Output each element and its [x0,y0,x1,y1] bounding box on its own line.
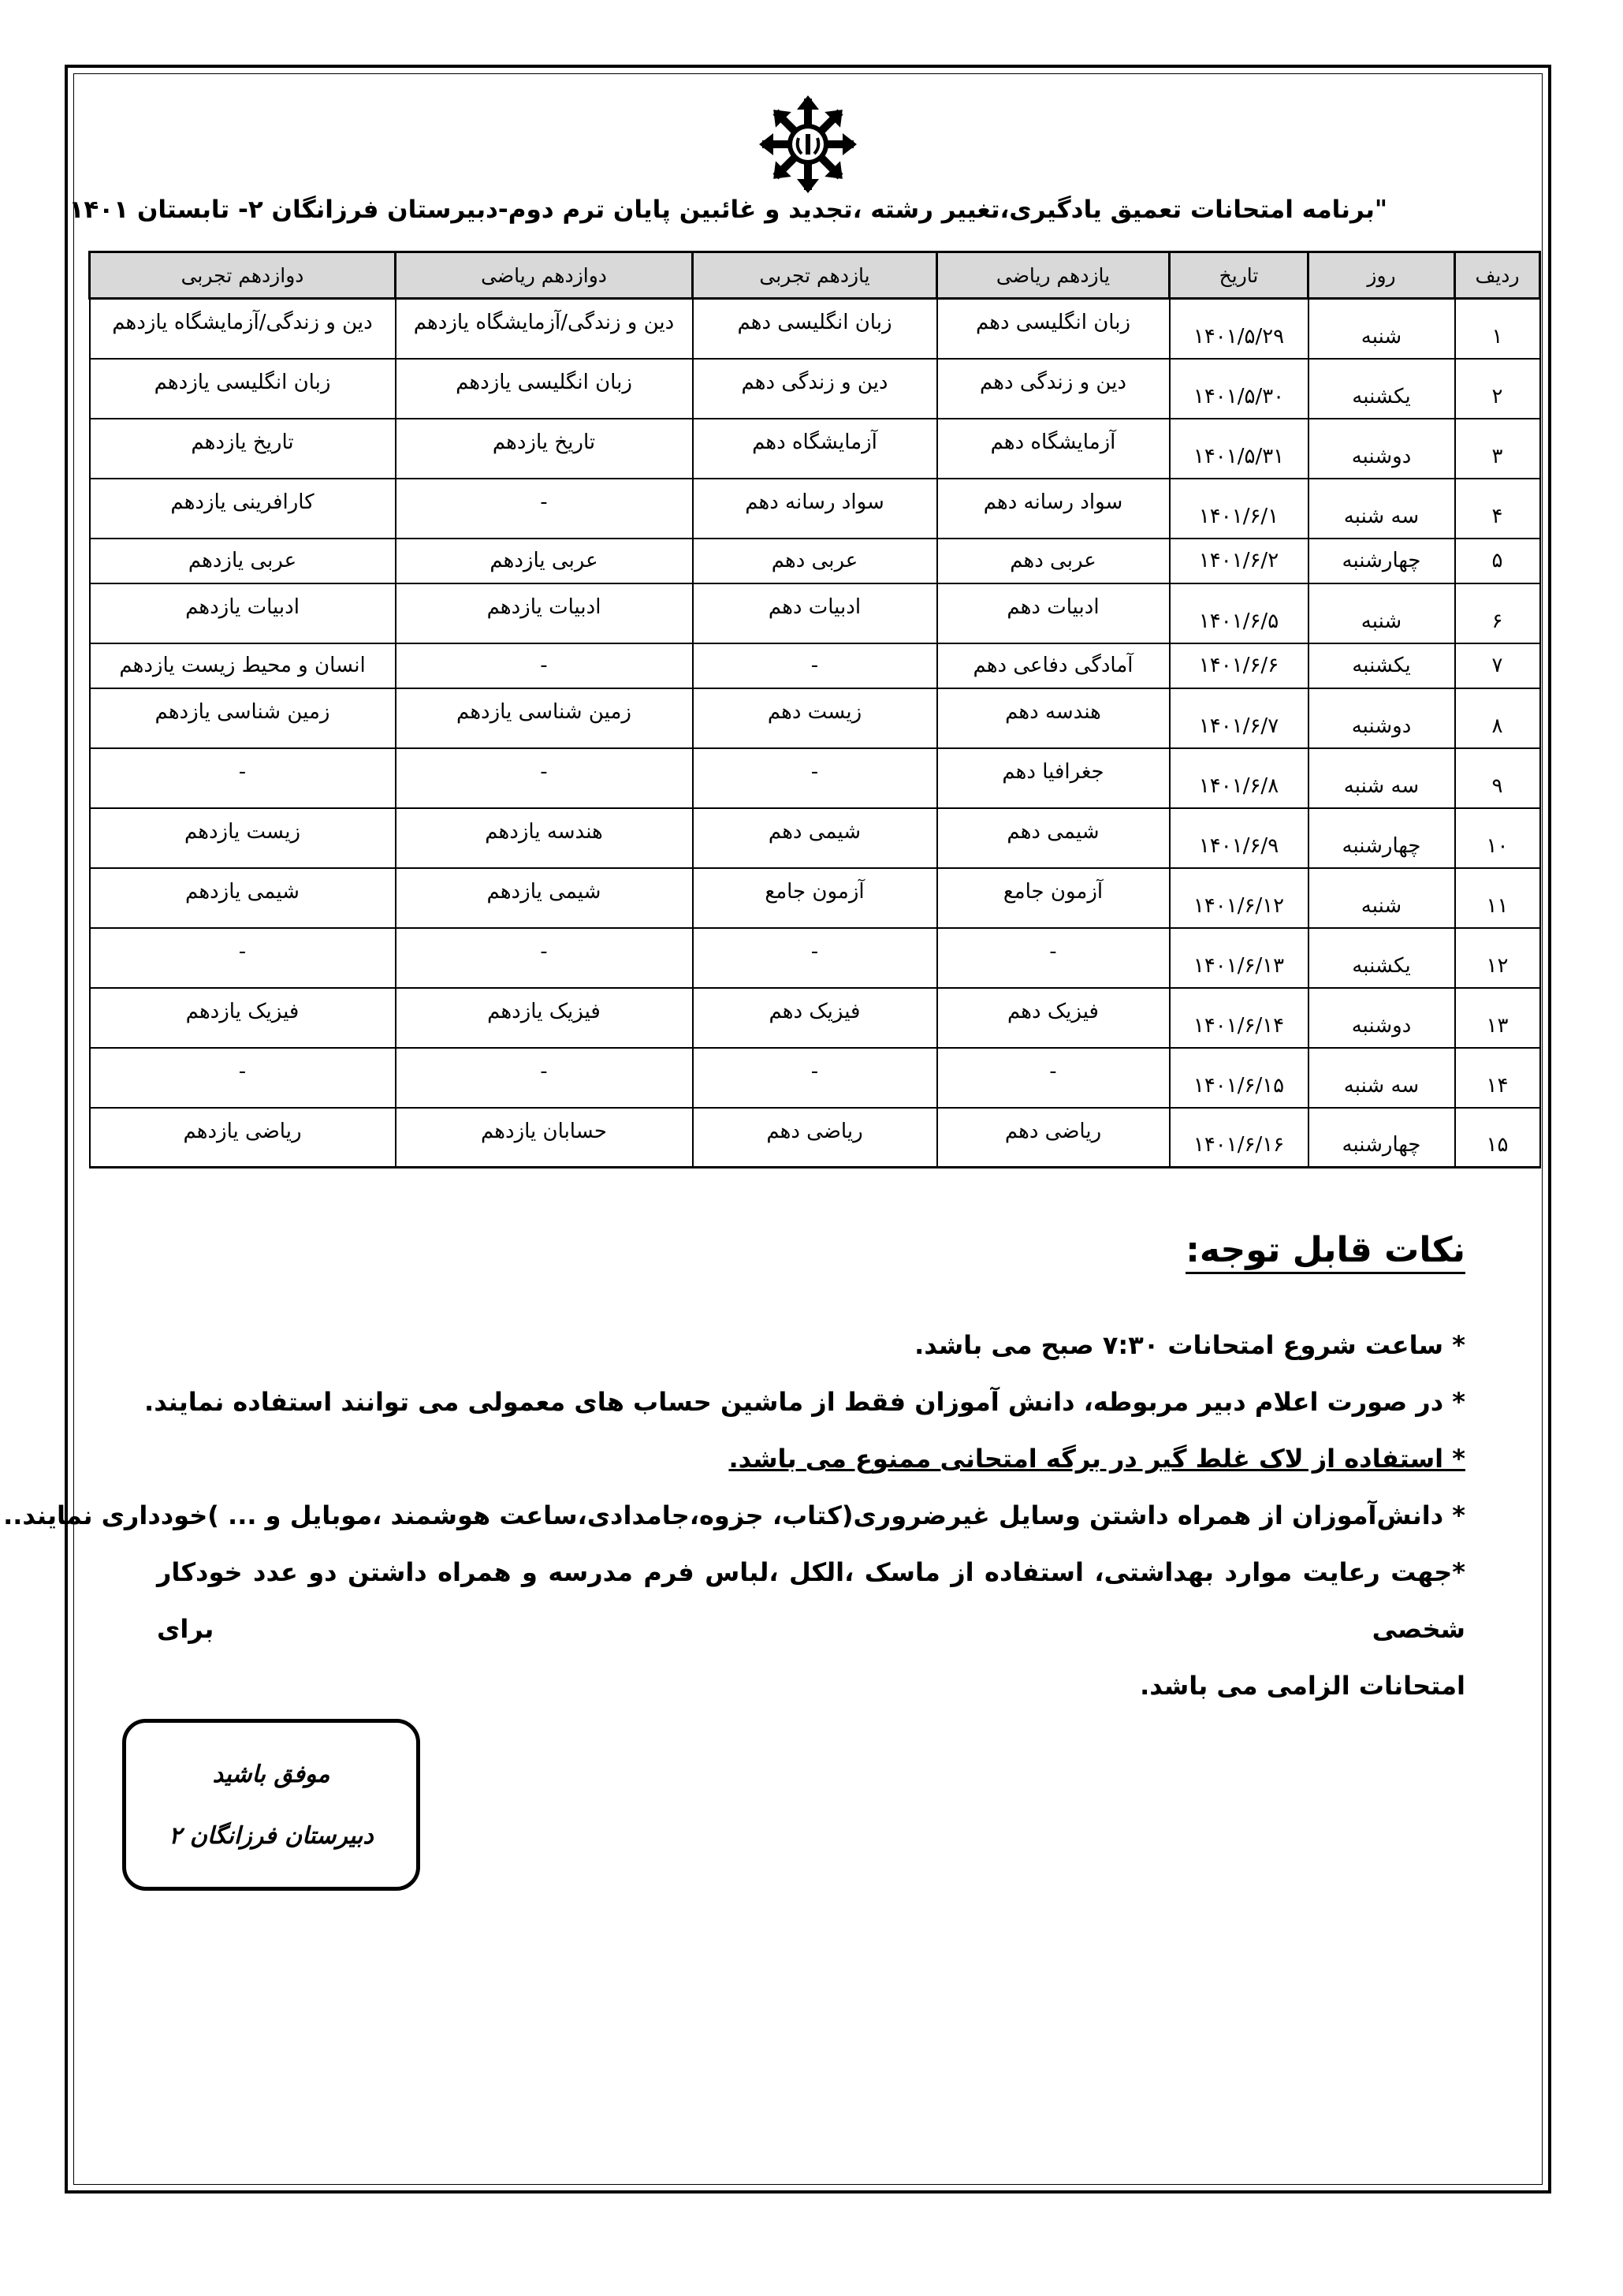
cell-day: یکشنبه [1308,359,1455,419]
note-item: *جهت رعایت موارد بهداشتی، استفاده از ماسک ،الکل ،لباس فرم مدرسه و همراه داشتن دو عدد خودکار شخصی برای [157,1557,1465,1644]
cell-row-number: ۲ [1455,359,1540,419]
cell-row-number: ۶ [1455,583,1540,643]
cell-11-math: دین و زندگی دهم [937,359,1170,419]
cell-date: ۱۴۰۱/۵/۳۰ [1170,359,1308,419]
cell-12-science: - [90,748,396,808]
cell-11-science: دین و زندگی دهم [693,359,937,419]
table-header-row [90,252,1540,299]
cell-11-science: ریاضی دهم [693,1108,937,1168]
cell-date: ۱۴۰۱/۶/۸ [1170,748,1308,808]
table-row [90,299,1540,359]
cell-date: ۱۴۰۱/۶/۱ [1170,479,1308,539]
cell-row-number: ۱۳ [1455,988,1540,1048]
table-row [90,928,1540,988]
cell-11-math: آزمایشگاه دهم [937,419,1170,479]
cell-12-math: تاریخ یازدهم [396,419,693,479]
cell-day: سه شنبه [1308,748,1455,808]
cell-11-science: آزمون جامع [693,868,937,928]
cell-12-math: دین و زندگی/آزمایشگاه یازدهم [396,299,693,359]
cell-11-science: زبان انگلیسی دهم [693,299,937,359]
cell-day: یکشنبه [1308,928,1455,988]
cell-12-math: ادبیات یازدهم [396,583,693,643]
cell-12-science: - [90,1048,396,1108]
cell-12-math: زمین شناسی یازدهم [396,688,693,748]
cell-11-math: شیمی دهم [937,808,1170,868]
cell-date: ۱۴۰۱/۶/۱۵ [1170,1048,1308,1108]
cell-11-science: - [693,1048,937,1108]
header-date: تاریخ [1170,252,1308,299]
cell-12-science: انسان و محیط زیست یازدهم [90,643,396,688]
cell-day: سه شنبه [1308,479,1455,539]
cell-day: چهارشنبه [1308,1108,1455,1168]
cell-11-science: عربی دهم [693,539,937,583]
table-row [90,583,1540,643]
table-row [90,1108,1540,1168]
signature-line-2: دبیرستان فرزانگان ۲ [169,1822,374,1850]
cell-row-number: ۱۰ [1455,808,1540,868]
cell-11-math: هندسه دهم [937,688,1170,748]
cell-row-number: ۹ [1455,748,1540,808]
cell-12-math: زبان انگلیسی یازدهم [396,359,693,419]
signature-line-1: موفق باشید [212,1761,330,1788]
cell-12-science: زیست یازدهم [90,808,396,868]
cell-row-number: ۳ [1455,419,1540,479]
note-item: * استفاده از لاک غلط گیر در برگه امتحانی ممنوع می باشد. [728,1444,1465,1474]
table-row [90,868,1540,928]
cell-11-math: - [937,928,1170,988]
cell-date: ۱۴۰۱/۶/۵ [1170,583,1308,643]
header-12-math: دوازدهم ریاضی [396,252,693,299]
cell-day: چهارشنبه [1308,808,1455,868]
cell-row-number: ۸ [1455,688,1540,748]
header-day: روز [1308,252,1455,299]
header-row-number: ردیف [1455,252,1540,299]
cell-day: شنبه [1308,299,1455,359]
cell-11-math: زبان انگلیسی دهم [937,299,1170,359]
cell-row-number: ۱۲ [1455,928,1540,988]
note-item: * دانش‌آموزان از همراه داشتن وسایل غیرضروری(کتاب، جزوه،جامدادی،ساعت هوشمند ،موبایل و ... )خودداری نمایند.. [3,1500,1465,1530]
cell-day: دوشنبه [1308,688,1455,748]
cell-12-math: هندسه یازدهم [396,808,693,868]
cell-11-math: عربی دهم [937,539,1170,583]
cell-day: سه شنبه [1308,1048,1455,1108]
cell-day: دوشنبه [1308,988,1455,1048]
cell-11-math: جغرافیا دهم [937,748,1170,808]
cell-11-science: - [693,928,937,988]
cell-12-science: فیزیک یازدهم [90,988,396,1048]
cell-day: چهارشنبه [1308,539,1455,583]
cell-date: ۱۴۰۱/۶/۲ [1170,539,1308,583]
cell-row-number: ۱۴ [1455,1048,1540,1108]
cell-11-science: - [693,643,937,688]
header-11-math: یازدهم ریاضی [937,252,1170,299]
cell-12-science: زبان انگلیسی یازدهم [90,359,396,419]
cell-11-science: ادبیات دهم [693,583,937,643]
cell-date: ۱۴۰۱/۶/۶ [1170,643,1308,688]
cell-day: شنبه [1308,868,1455,928]
cell-11-science: زیست دهم [693,688,937,748]
header-11-science: یازدهم تجربی [693,252,937,299]
school-emblem-icon [757,93,859,196]
cell-date: ۱۴۰۱/۶/۱۴ [1170,988,1308,1048]
cell-row-number: ۴ [1455,479,1540,539]
cell-12-math: - [396,748,693,808]
exam-schedule-table [88,251,1541,1168]
table-row [90,688,1540,748]
cell-row-number: ۱۵ [1455,1108,1540,1168]
header-12-science: دوازدهم تجربی [90,252,396,299]
cell-11-science: شیمی دهم [693,808,937,868]
cell-12-math: - [396,928,693,988]
cell-date: ۱۴۰۱/۶/۱۶ [1170,1108,1308,1168]
cell-day: شنبه [1308,583,1455,643]
cell-12-science: ادبیات یازدهم [90,583,396,643]
cell-12-math: فیزیک یازدهم [396,988,693,1048]
table-row [90,419,1540,479]
cell-12-science: زمین شناسی یازدهم [90,688,396,748]
cell-12-science: کارافرینی یازدهم [90,479,396,539]
note-item: * در صورت اعلام دبیر مربوطه، دانش آموزان فقط از ماشین حساب های معمولی می توانند استفاده نمایند. [144,1387,1465,1417]
notes-list [3,1317,1465,1714]
cell-date: ۱۴۰۱/۶/۹ [1170,808,1308,868]
cell-11-math: آزمون جامع [937,868,1170,928]
note-item: امتحانات الزامی می باشد. [1140,1671,1465,1701]
cell-12-math: شیمی یازدهم [396,868,693,928]
cell-11-science: فیزیک دهم [693,988,937,1048]
cell-date: ۱۴۰۱/۶/۷ [1170,688,1308,748]
cell-row-number: ۱ [1455,299,1540,359]
signature-box [122,1719,420,1891]
cell-11-math: - [937,1048,1170,1108]
cell-11-math: ریاضی دهم [937,1108,1170,1168]
cell-row-number: ۱۱ [1455,868,1540,928]
cell-12-science: تاریخ یازدهم [90,419,396,479]
cell-row-number: ۵ [1455,539,1540,583]
cell-11-science: سواد رسانه دهم [693,479,937,539]
cell-date: ۱۴۰۱/۶/۱۳ [1170,928,1308,988]
note-item: * ساعت شروع امتحانات ۷:۳۰ صبح می باشد. [914,1330,1465,1360]
cell-row-number: ۷ [1455,643,1540,688]
cell-11-science: آزمایشگاه دهم [693,419,937,479]
table-row [90,479,1540,539]
cell-date: ۱۴۰۱/۵/۲۹ [1170,299,1308,359]
cell-12-math: عربی یازدهم [396,539,693,583]
cell-11-math: سواد رسانه دهم [937,479,1170,539]
table-row [90,748,1540,808]
table-row [90,643,1540,688]
cell-11-math: آمادگی دفاعی دهم [937,643,1170,688]
notes-title: نکات قابل توجه: [1186,1230,1465,1274]
cell-12-math: حسابان یازدهم [396,1108,693,1168]
cell-11-math: فیزیک دهم [937,988,1170,1048]
table-row [90,1048,1540,1108]
cell-date: ۱۴۰۱/۵/۳۱ [1170,419,1308,479]
cell-12-math: - [396,643,693,688]
cell-12-math: - [396,479,693,539]
cell-12-science: عربی یازدهم [90,539,396,583]
cell-11-math: ادبیات دهم [937,583,1170,643]
cell-12-science: شیمی یازدهم [90,868,396,928]
cell-12-science: - [90,928,396,988]
cell-day: دوشنبه [1308,419,1455,479]
cell-12-science: دین و زندگی/آزمایشگاه یازدهم [90,299,396,359]
page-title: "برنامه امتحانات تعمیق یادگیری،تغییر رشته ،تجدید و غائبین پایان ترم دوم-دبیرستان فرزانگان ۲- تابستان ۱۴۰۱ [69,196,1387,224]
table-row [90,359,1540,419]
cell-11-science: - [693,748,937,808]
table-row [90,988,1540,1048]
cell-12-math: - [396,1048,693,1108]
table-row [90,539,1540,583]
cell-12-science: ریاضی یازدهم [90,1108,396,1168]
table-row [90,808,1540,868]
cell-day: یکشنبه [1308,643,1455,688]
cell-date: ۱۴۰۱/۶/۱۲ [1170,868,1308,928]
